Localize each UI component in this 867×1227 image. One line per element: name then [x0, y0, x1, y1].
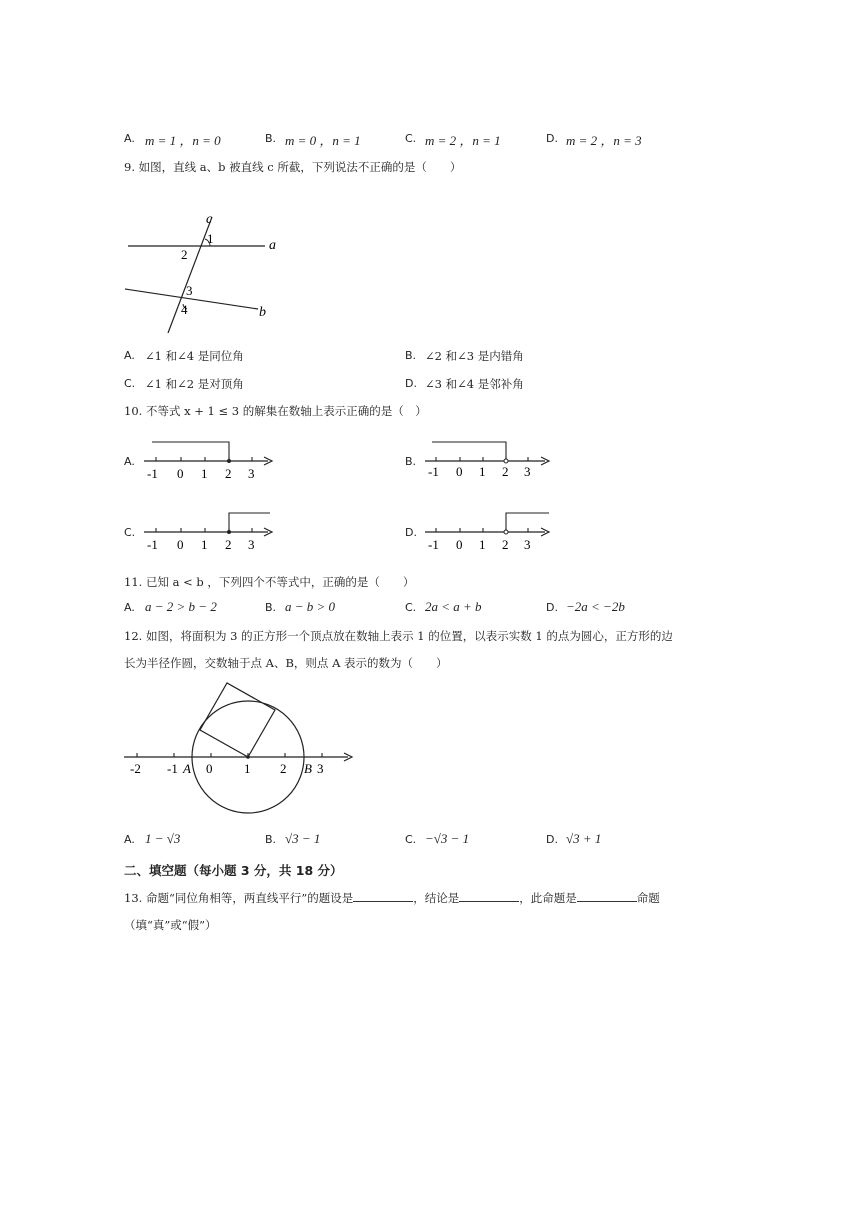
q13-part1: 13. 命题“同位角相等，两直线平行”的题设是 — [124, 891, 354, 905]
q10-option-b-numberline — [419, 436, 559, 481]
tick-0: 0 — [177, 537, 184, 552]
q12-option-a-label: A. — [124, 833, 135, 846]
point-a-label: A — [183, 761, 191, 776]
q9-option-a-label: A. — [124, 349, 135, 362]
tick-neg1: -1 — [147, 466, 158, 481]
q13-blank-premise[interactable] — [353, 891, 413, 902]
q10-option-d-numberline — [419, 507, 559, 552]
q9-option-d: ∠3 和∠4 是邻补角 — [425, 377, 524, 391]
q8-option-d-label: D. — [546, 132, 558, 145]
q8-option-d: m = 2 ，n = 3 — [566, 133, 642, 148]
q13-part2: ，结论是 — [413, 891, 460, 905]
q11-option-a-label: A. — [124, 601, 135, 614]
section-2-title: 二、填空题（每小题 3 分，共 18 分） — [124, 863, 343, 878]
q9-option-b-label: B. — [405, 349, 417, 362]
q8-option-a: m = 1 ，n = 0 — [145, 133, 221, 148]
q8-option-b: m = 0 ，n = 1 — [285, 133, 361, 148]
point-b-label: B — [304, 761, 312, 776]
tick-neg1: -1 — [167, 761, 178, 776]
tick-2: 2 — [280, 761, 287, 776]
q10-option-a-numberline — [138, 436, 278, 481]
q13-blank-truth[interactable] — [577, 891, 637, 902]
tick-3: 3 — [524, 537, 531, 552]
tick-neg1: -1 — [147, 537, 158, 552]
q12-figure — [120, 675, 365, 820]
q13-blank-conclusion[interactable] — [459, 891, 519, 902]
q11-option-b-label: B. — [265, 601, 277, 614]
tick-3: 3 — [248, 537, 255, 552]
q13-part4: 命题 — [636, 891, 660, 905]
q12-option-d: √3 + 1 — [566, 831, 602, 846]
tick-3: 3 — [524, 464, 531, 479]
q10-option-d-label: D. — [405, 526, 417, 539]
angle-2-label: 2 — [181, 247, 188, 262]
tick-1: 1 — [479, 464, 486, 479]
q8-option-c: m = 2 ，n = 1 — [425, 133, 501, 148]
q9-figure — [115, 205, 290, 335]
q12-stem-line2: 长为半径作圆，交数轴于点 A、B，则点 A 表示的数为（ ） — [124, 656, 448, 670]
tick-neg1: -1 — [428, 464, 439, 479]
q10-option-c-label: C. — [124, 526, 136, 539]
tick-1: 1 — [479, 537, 486, 552]
tick-2: 2 — [225, 466, 232, 481]
q10-option-c-numberline — [138, 507, 278, 552]
tick-1: 1 — [244, 761, 251, 776]
q10-stem: 10. 不等式 x + 1 ≤ 3 的解集在数轴上表示正确的是（ ） — [124, 404, 427, 418]
q13-line2: （填“真”或“假”） — [124, 918, 217, 932]
q12-option-a: 1 − √3 — [145, 831, 181, 846]
q11-option-a: a − 2 > b − 2 — [145, 599, 217, 614]
tick-3: 3 — [248, 466, 255, 481]
angle-4-label: 4 — [181, 302, 188, 317]
q9-option-c-label: C. — [124, 377, 136, 390]
q9-stem: 9. 如图，直线 a、b 被直线 c 所截，下列说法不正确的是（ ） — [124, 160, 462, 174]
q9-option-b: ∠2 和∠3 是内错角 — [425, 349, 524, 363]
tick-0: 0 — [456, 537, 463, 552]
q12-option-d-label: D. — [546, 833, 558, 846]
tick-0: 0 — [456, 464, 463, 479]
q10-option-a-label: A. — [124, 455, 135, 468]
tick-1: 1 — [201, 466, 208, 481]
angle-1-label: 1 — [207, 231, 214, 246]
q11-option-c: 2a < a + b — [425, 599, 482, 614]
line-c-label: c — [206, 212, 213, 227]
tick-0: 0 — [206, 761, 213, 776]
q9-option-a: ∠1 和∠4 是同位角 — [145, 349, 244, 363]
q11-option-d: −2a < −2b — [566, 599, 625, 614]
line-a-label: a — [269, 238, 276, 253]
q12-option-c-label: C. — [405, 833, 417, 846]
q8-option-c-label: C. — [405, 132, 417, 145]
tick-2: 2 — [502, 537, 509, 552]
q10-option-b-label: B. — [405, 455, 417, 468]
q12-option-b: √3 − 1 — [285, 831, 321, 846]
q13-part3: ，此命题是 — [519, 891, 577, 905]
q12-option-c: −√3 − 1 — [425, 831, 470, 846]
q11-option-b: a − b > 0 — [285, 599, 336, 614]
tick-0: 0 — [177, 466, 184, 481]
tick-2: 2 — [225, 537, 232, 552]
q13-line1 — [124, 890, 660, 906]
line-b-label: b — [259, 305, 266, 320]
tick-2: 2 — [502, 464, 509, 479]
q9-option-d-label: D. — [405, 377, 417, 390]
tick-3: 3 — [317, 761, 324, 776]
tick-neg1: -1 — [428, 537, 439, 552]
q8-option-a-label: A. — [124, 132, 135, 145]
q12-stem-line1: 12. 如图，将面积为 3 的正方形一个顶点放在数轴上表示 1 的位置，以表示实数 1 的点为圆心，正方形的边 — [124, 629, 673, 643]
tick-neg2: -2 — [130, 761, 141, 776]
q11-option-d-label: D. — [546, 601, 558, 614]
tick-1: 1 — [201, 537, 208, 552]
q11-stem: 11. 已知 a < b ，下列四个不等式中，正确的是（ ） — [124, 575, 415, 589]
angle-3-label: 3 — [186, 283, 193, 298]
q8-option-b-label: B. — [265, 132, 277, 145]
q9-option-c: ∠1 和∠2 是对顶角 — [145, 377, 244, 391]
q12-option-b-label: B. — [265, 833, 277, 846]
q11-option-c-label: C. — [405, 601, 417, 614]
